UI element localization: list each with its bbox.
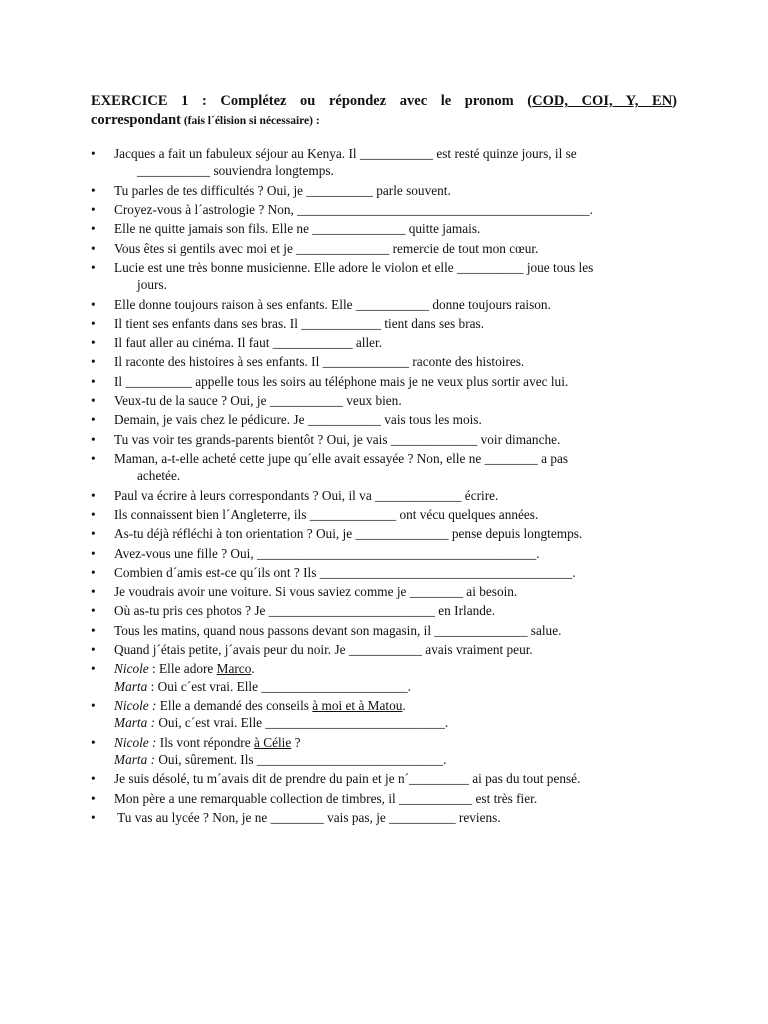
list-item: [91, 450, 691, 485]
bullet-icon: •: [91, 545, 96, 561]
title-pronouns: COD, COI, Y, EN: [532, 93, 673, 109]
list-item: [91, 431, 691, 448]
item-text: Tu vas voir tes grands-parents bientôt ? Oui, je vais _____________ voir dimanche.: [114, 431, 561, 447]
bullet-icon: •: [91, 622, 96, 638]
item-text: Il faut aller au cinéma. Il faut ____________ aller.: [114, 335, 383, 351]
bullet-icon: •: [91, 431, 96, 447]
speaker-nicole: Nicole: [114, 661, 149, 677]
reply-line: [114, 678, 691, 695]
list-item: [91, 487, 691, 504]
dialogue-text: : Elle adore: [148, 661, 217, 677]
bullet-icon: •: [91, 642, 96, 658]
item-text: Paul va écrire à leurs correspondants ? Oui, il va _____________ écrire.: [114, 487, 499, 503]
reply-text: : Oui c´est vrai. Elle ______________________.: [147, 678, 411, 694]
bullet-icon: •: [91, 202, 96, 217]
item-text: Il __________ appelle tous les soirs au téléphone mais je ne veux plus sortir avec lui.: [114, 373, 569, 389]
item-text: Elle ne quitte jamais son fils. Elle ne ______________ quitte jamais.: [114, 221, 481, 237]
bullet-icon: •: [91, 315, 96, 331]
bullet-icon: •: [91, 661, 96, 677]
title-close: ): [672, 93, 678, 109]
speaker-nicole: Nicole :: [114, 698, 157, 714]
bullet-icon: •: [91, 259, 96, 275]
item-text: Veux-tu de la sauce ? Oui, je ___________ veux bien.: [114, 393, 402, 409]
exercise-title: [91, 92, 677, 111]
dialogue-target: à moi et à Matou: [312, 698, 403, 714]
dialogue-text: Elle a demandé des conseils: [156, 698, 313, 714]
bullet-icon: •: [91, 182, 96, 198]
bullet-icon: •: [91, 603, 96, 619]
list-item: [91, 145, 691, 180]
item-text-continued: jours.: [137, 277, 167, 293]
dialogue-punct: ?: [291, 734, 301, 750]
speaker-marta: Marta :: [114, 752, 155, 768]
dialogue-target: Marco: [216, 661, 252, 677]
item-text: Vous êtes si gentils avec moi et je ______________ remercie de tout mon cœur.: [114, 240, 539, 256]
list-item: [91, 353, 691, 370]
dialogue-target: à Célie: [253, 734, 292, 750]
item-text: Demain, je vais chez le pédicure. Je ___________ vais tous les mois.: [114, 412, 482, 428]
list-item: [91, 201, 691, 218]
bullet-icon: •: [91, 698, 96, 714]
bullet-icon: •: [91, 240, 96, 256]
item-text: Il tient ses enfants dans ses bras. Il ____________ tient dans ses bras.: [114, 315, 485, 331]
exercise-subtitle: [91, 111, 691, 131]
dialogue-item: [91, 697, 691, 732]
bullet-icon: •: [91, 734, 96, 750]
item-text-continued: ___________ souviendra longtemps.: [137, 163, 334, 179]
bullet-icon: •: [91, 146, 96, 161]
list-item: [91, 296, 691, 313]
subtitle-note: (fais l´élision si nécessaire) :: [180, 115, 320, 127]
speaker-nicole: Nicole :: [114, 734, 157, 750]
list-item: [91, 315, 691, 332]
list-item: [91, 525, 691, 542]
bullet-icon: •: [91, 354, 96, 370]
item-text: Maman, a-t-elle acheté cette jupe qu´elle avait essayée ? Non, elle ne ________ a pas: [114, 450, 569, 466]
dialogue-text: Ils vont répondre: [156, 734, 254, 750]
list-item: [91, 790, 691, 807]
bullet-icon: •: [91, 450, 96, 466]
dialogue-punct: .: [251, 661, 255, 677]
item-text: Croyez-vous à l´astrologie ? Non, ____________________________________________.: [114, 202, 594, 217]
bullet-icon: •: [91, 221, 96, 237]
item-text: Quand j´étais petite, j´avais peur du noir. Je ___________ avais vraiment peur.: [114, 642, 533, 658]
bullet-icon: •: [91, 296, 96, 312]
speaker-marta: Marta: [114, 678, 148, 694]
item-text: Ils connaissent bien l´Angleterre, ils _____________ ont vécu quelques années.: [114, 506, 539, 522]
bullet-icon: •: [91, 790, 96, 806]
item-text: Lucie est une très bonne musicienne. Elle adore le violon et elle __________ joue tous les: [114, 259, 594, 275]
list-item: [91, 373, 691, 390]
item-text: Je voudrais avoir une voiture. Si vous saviez comme je ________ ai besoin.: [114, 584, 518, 600]
list-item: [91, 220, 691, 237]
item-text: Où as-tu pris ces photos ? Je _________________________ en Irlande.: [114, 603, 496, 619]
bullet-icon: •: [91, 771, 96, 787]
reply-text: Oui, c´est vrai. Elle ___________________________.: [155, 715, 449, 731]
list-item: [91, 259, 691, 294]
list-item: [91, 411, 691, 428]
reply-line: [114, 714, 691, 731]
item-text: Tu parles de tes difficultés ? Oui, je __________ parle souvent.: [114, 182, 451, 198]
bullet-icon: •: [91, 810, 96, 826]
list-item: [91, 641, 691, 658]
list-item: [91, 392, 691, 409]
dialogue-punct: .: [402, 698, 406, 714]
item-text: Tu vas au lycée ? Non, je ne ________ vais pas, je __________ reviens.: [114, 810, 501, 826]
bullet-icon: •: [91, 335, 96, 351]
item-text: Avez-vous une fille ? Oui, __________________________________________.: [114, 545, 540, 561]
list-item: [91, 240, 691, 257]
bullet-icon: •: [91, 584, 96, 600]
list-item: [91, 770, 691, 787]
bullet-icon: •: [91, 393, 96, 409]
list-item: [91, 564, 691, 581]
list-item: [91, 583, 691, 600]
title-text: EXERCICE 1 : Complétez ou répondez avec le pronom (: [91, 93, 533, 109]
exercise-list: [91, 145, 691, 828]
reply-text: Oui, sûrement. Ils ____________________________.: [155, 752, 447, 768]
item-text: Il raconte des histoires à ses enfants. Il _____________ raconte des histoires.: [114, 354, 525, 370]
bullet-icon: •: [91, 564, 96, 580]
speaker-marta: Marta :: [114, 715, 155, 731]
item-text: Mon père a une remarquable collection de timbres, il ___________ est très fier.: [114, 790, 538, 806]
item-text: Elle donne toujours raison à ses enfants. Elle ___________ donne toujours raison.: [114, 296, 551, 312]
dialogue-item: [91, 660, 691, 695]
list-item: [91, 506, 691, 523]
bullet-icon: •: [91, 487, 96, 503]
list-item: [91, 545, 691, 562]
item-text: Je suis désolé, tu m´avais dit de prendre du pain et je n´_________ ai pas du tout pensé.: [114, 771, 581, 787]
list-item: [91, 602, 691, 619]
list-item: [91, 809, 691, 826]
bullet-icon: •: [91, 412, 96, 428]
item-text: Tous les matins, quand nous passons devant son magasin, il ______________ salue.: [114, 622, 562, 638]
item-text: Jacques a fait un fabuleux séjour au Kenya. Il ___________ est resté quinze jours, il se: [114, 146, 577, 161]
subtitle-text: correspondant: [91, 112, 181, 128]
dialogue-item: [91, 734, 691, 769]
bullet-icon: •: [91, 373, 96, 389]
item-text-continued: achetée.: [137, 468, 181, 484]
list-item: [91, 622, 691, 639]
bullet-icon: •: [91, 506, 96, 522]
bullet-icon: •: [91, 526, 96, 542]
list-item: [91, 182, 691, 199]
list-item: [91, 334, 691, 351]
reply-line: [114, 751, 691, 768]
item-text: As-tu déjà réfléchi à ton orientation ? Oui, je ______________ pense depuis longtemps.: [114, 526, 583, 542]
item-text: Combien d´amis est-ce qu´ils ont ? Ils ______________________________________.: [114, 564, 576, 580]
